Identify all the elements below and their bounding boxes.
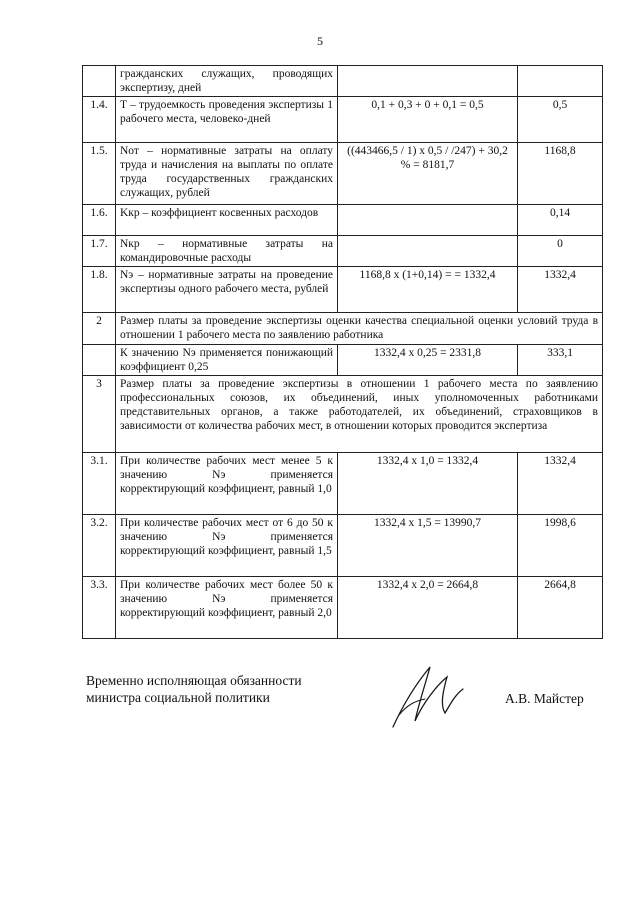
row-value: 1332,4 — [518, 453, 603, 515]
table-row — [83, 236, 603, 267]
row-number: 1.6. — [83, 205, 116, 236]
row-value: 1168,8 — [518, 143, 603, 205]
row-value: 333,1 — [518, 345, 603, 376]
table-row — [83, 143, 603, 205]
page-number: 5 — [317, 34, 323, 48]
row-description: Nэ – нормативные затраты на проведение экспертизы одного рабочего места, рублей — [116, 267, 338, 313]
row-value: 0,5 — [518, 97, 603, 143]
row-value: 0,14 — [518, 205, 603, 236]
row-description: Nот – нормативные затраты на оплату труда и начисления на выплаты по оплате труда государственных гражданских служащих, рублей — [116, 143, 338, 205]
section-number: 2 — [83, 313, 116, 345]
row-calculation: 1332,4 x 0,25 = 2331,8 — [338, 345, 518, 376]
signer-position-line-2: министра социальной политики — [86, 690, 270, 705]
section-header-row — [83, 376, 603, 453]
row-value: 0 — [518, 236, 603, 267]
table-row — [83, 205, 603, 236]
section-title: Размер платы за проведение экспертизы в отношении 1 рабочего места по заявлению профессиональных союзов, их объединений, иных уполномоченных работниками представительных органов, а также работодателей, их объединений, страховщиков в зависимости от количества рабочих мест, в отношении которых проводится экспертиза — [116, 376, 603, 453]
table-row — [83, 577, 603, 639]
table-row — [83, 97, 603, 143]
row-description: T – трудоемкость проведения экспертизы 1 рабочего места, человеко-дней — [116, 97, 338, 143]
row-calculation: 1332,4 x 1,0 = 1332,4 — [338, 453, 518, 515]
row-description: Kкр – коэффициент косвенных расходов — [116, 205, 338, 236]
handwritten-signature — [385, 655, 485, 735]
row-value: 1998,6 — [518, 515, 603, 577]
row-number: 3.1. — [83, 453, 116, 515]
table-row — [83, 345, 603, 376]
row-number: 1.5. — [83, 143, 116, 205]
row-description: При количестве рабочих мест более 50 к значению Nэ применяется корректирующий коэффициент, равный 2,0 — [116, 577, 338, 639]
row-description: гражданских служащих, проводящих экспертизу, дней — [116, 66, 338, 97]
row-value: 2664,8 — [518, 577, 603, 639]
row-number: 3.2. — [83, 515, 116, 577]
row-description: К значению Nэ применяется понижающий коэффициент 0,25 — [116, 345, 338, 376]
section-title: Размер платы за проведение экспертизы оценки качества специальной оценки условий труда в отношении 1 рабочего места по заявлению работника — [116, 313, 603, 345]
signer-position-line-1: Временно исполняющая обязанности — [86, 673, 302, 688]
table-row — [83, 453, 603, 515]
norms-table — [82, 65, 603, 639]
row-number: 1.7. — [83, 236, 116, 267]
signer-name: А.В. Майстер — [505, 691, 584, 706]
row-description: При количестве рабочих мест от 6 до 50 к значению Nэ применяется корректирующий коэффициент, равный 1,5 — [116, 515, 338, 577]
row-value: 1332,4 — [518, 267, 603, 313]
table-row — [83, 66, 603, 97]
row-number: 3.3. — [83, 577, 116, 639]
row-calculation: ((443466,5 / 1) x 0,5 / /247) + 30,2 % = 8181,7 — [338, 143, 518, 205]
section-number: 3 — [83, 376, 116, 453]
signer-position — [86, 672, 302, 706]
row-calculation: 1332,4 x 2,0 = 2664,8 — [338, 577, 518, 639]
row-number: 1.8. — [83, 267, 116, 313]
row-calculation: 0,1 + 0,3 + 0 + 0,1 = 0,5 — [338, 97, 518, 143]
row-calculation — [338, 236, 518, 267]
row-number: 1.4. — [83, 97, 116, 143]
row-calculation: 1332,4 x 1,5 = 13990,7 — [338, 515, 518, 577]
row-calculation — [338, 205, 518, 236]
section-header-row — [83, 313, 603, 345]
table-row — [83, 267, 603, 313]
row-description: При количестве рабочих мест менее 5 к значению Nэ применяется корректирующий коэффициент, равный 1,0 — [116, 453, 338, 515]
row-calculation: 1168,8 x (1+0,14) = = 1332,4 — [338, 267, 518, 313]
table-row — [83, 515, 603, 577]
row-description: Nкр – нормативные затраты на командировочные расходы — [116, 236, 338, 267]
